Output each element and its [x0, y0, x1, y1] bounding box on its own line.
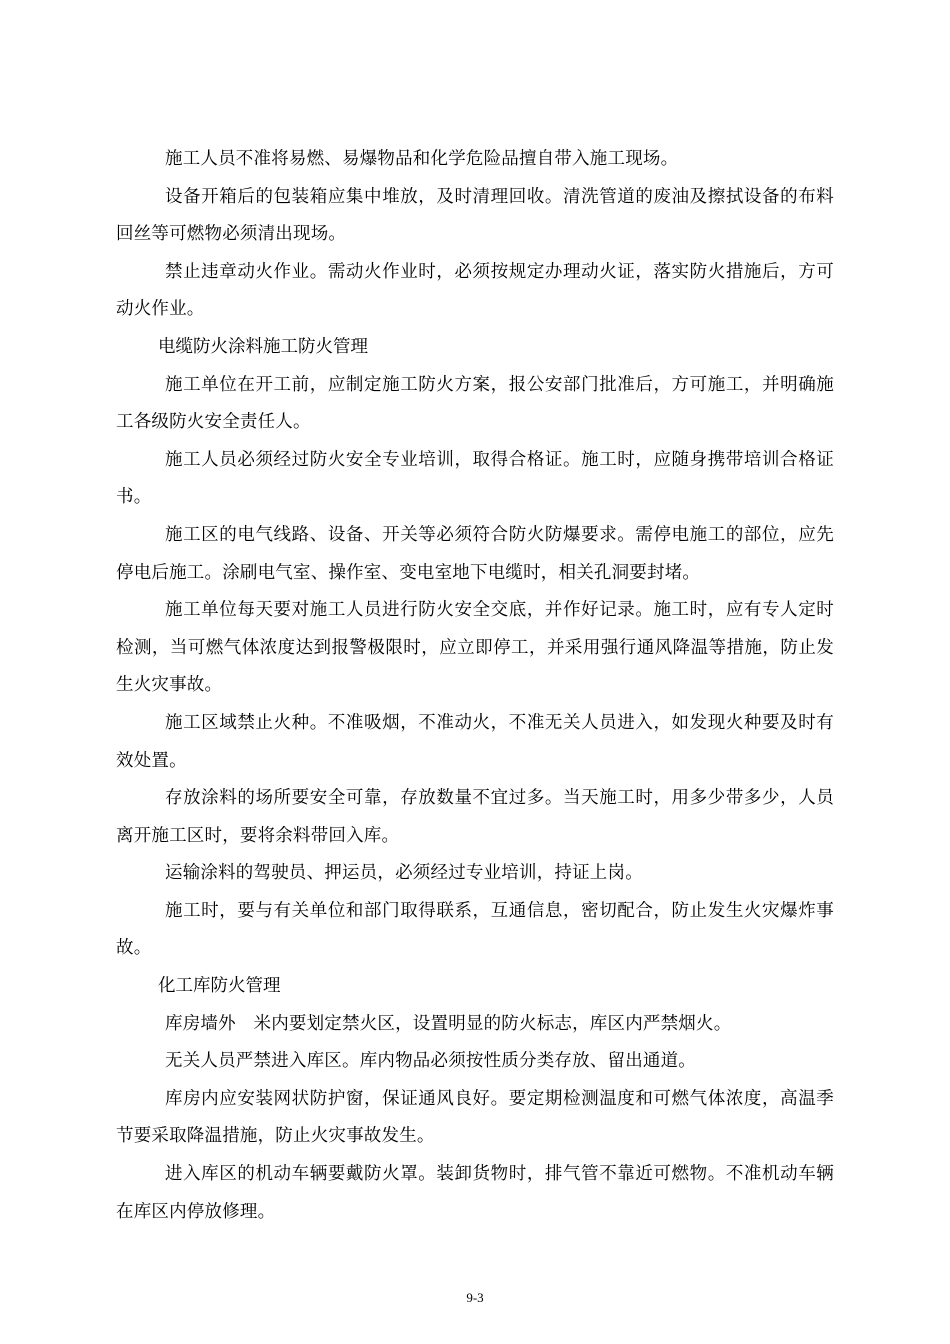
paragraph: 禁止违章动火作业。需动火作业时，必须按规定办理动火证，落实防火措施后，方可动火作业。: [116, 261, 834, 320]
paragraph: 施工区域禁止火种。不准吸烟，不准动火，不准无关人员进入，如发现火种要及时有效处置。: [116, 712, 834, 771]
document-body: [116, 141, 834, 1231]
section-heading: 电缆防火涂料施工防火管理: [158, 336, 368, 357]
paragraph: 库房墙外 米内要划定禁火区，设置明显的防火标志，库区内严禁烟火。: [165, 1013, 732, 1034]
paragraph: 施工单位在开工前，应制定施工防火方案，报公安部门批准后，方可施工，并明确施工各级防火安全责任人。: [116, 374, 834, 433]
paragraph: 存放涂料的场所要安全可靠，存放数量不宜过多。当天施工时，用多少带多少，人员离开施工区时，要将余料带回入库。: [116, 788, 834, 846]
paragraph: 设备开箱后的包装箱应集中堆放，及时清理回收。清洗管道的废油及擦拭设备的布料回丝等可燃物必须清出现场。: [116, 186, 834, 245]
paragraph: 库房内应安装网状防护窗，保证通风良好。要定期检测温度和可燃气体浓度，高温季节要采取降温措施，防止火灾事故发生。: [116, 1088, 834, 1147]
paragraph: 施工人员不准将易燃、易爆物品和化学危险品擅自带入施工现场。: [165, 149, 679, 169]
paragraph: 施工单位每天要对施工人员进行防火安全交底，并作好记录。施工时，应有专人定时检测，当可燃气体浓度达到报警极限时，应立即停工，并采用强行通风降温等措施，防止发生火灾事故。: [116, 600, 834, 696]
paragraph: 施工人员必须经过防火安全专业培训，取得合格证。施工时，应随身携带培训合格证书。: [116, 449, 834, 508]
paragraph: 无关人员严禁进入库区。库内物品必须按性质分类存放、留出通道。: [165, 1051, 696, 1072]
page-number: 9-3: [466, 1290, 484, 1305]
paragraph: 施工时，要与有关单位和部门取得联系，互通信息，密切配合，防止发生火灾爆炸事故。: [116, 900, 834, 959]
paragraph: 施工区的电气线路、设备、开关等必须符合防火防爆要求。需停电施工的部位，应先停电后施工。涂刷电气室、操作室、变电室地下电缆时，相关孔洞要封堵。: [116, 524, 834, 583]
section-heading: 化工库防火管理: [158, 976, 281, 997]
paragraph: 运输涂料的驾驶员、押运员，必须经过专业培训，持证上岗。: [165, 863, 643, 884]
paragraph: 进入库区的机动车辆要戴防火罩。装卸货物时，排气管不靠近可燃物。不准机动车辆在库区内停放修理。: [116, 1164, 834, 1222]
